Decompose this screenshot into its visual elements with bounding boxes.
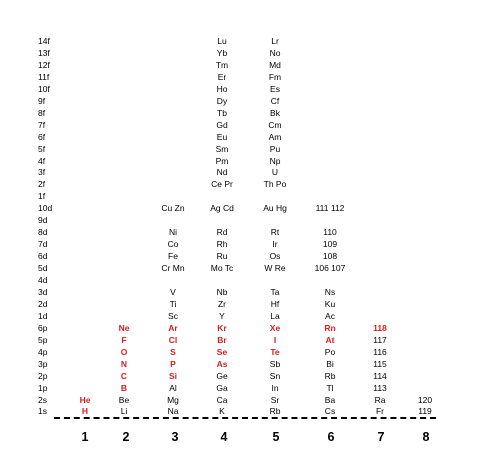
element-cell: In — [271, 382, 279, 393]
element-cell: Ho — [216, 83, 228, 94]
element-cell: Nd — [216, 167, 228, 178]
element-cell: Ac — [325, 310, 335, 321]
row-label: 4p — [38, 346, 48, 357]
element-cell: Li — [120, 406, 128, 417]
column-number: 6 — [327, 430, 335, 444]
row-label: 9f — [38, 95, 46, 106]
element-cell: H — [81, 406, 89, 417]
element-cell: N — [120, 358, 128, 369]
element-cell: Po — [324, 346, 336, 357]
element-cell: Sm — [215, 143, 229, 154]
row-label: 10f — [38, 83, 50, 94]
element-cell: K — [219, 406, 225, 417]
column-number: 3 — [171, 430, 179, 444]
element-cell: Fe — [168, 251, 178, 262]
row-label: 2p — [38, 370, 48, 381]
row-label: 1s — [38, 406, 47, 417]
element-cell: Ar — [168, 322, 178, 333]
element-cell: Rb — [324, 370, 336, 381]
row-label: 5p — [38, 334, 48, 345]
element-cell: Sr — [270, 394, 280, 405]
element-cell: F — [121, 334, 127, 345]
element-cell: As — [216, 358, 228, 369]
element-cell: Cm — [268, 119, 282, 130]
row-label: 1p — [38, 382, 48, 393]
element-cell: No — [269, 47, 281, 58]
element-cell: Cs — [324, 406, 336, 417]
row-label: 14f — [38, 36, 50, 46]
element-cell: Sn — [269, 370, 281, 381]
element-cell: O — [120, 346, 128, 357]
element-cell: Ce Pr — [211, 179, 233, 190]
element-cell: Co — [167, 239, 179, 250]
element-cell: W Re — [264, 263, 286, 274]
element-cell: Hf — [270, 298, 280, 309]
row-label: 4f — [38, 155, 46, 166]
element-cell: Th Po — [263, 179, 287, 190]
element-cell: Bk — [270, 107, 280, 118]
element-cell: Xe — [269, 322, 281, 333]
element-cell: Fr — [375, 406, 385, 417]
element-cell: Md — [269, 59, 281, 70]
element-cell: Eu — [216, 131, 228, 142]
element-cell: Sb — [269, 358, 281, 369]
row-label: 5d — [38, 263, 48, 274]
element-cell: Es — [270, 83, 280, 94]
row-label: 9d — [38, 215, 48, 226]
element-cell: 108 — [322, 251, 338, 262]
element-cell: Rd — [216, 227, 228, 238]
element-cell: Rh — [216, 239, 228, 250]
element-cell: Er — [217, 71, 227, 82]
element-cell: Ir — [272, 239, 278, 250]
row-label: 3p — [38, 358, 48, 369]
element-cell: Zr — [217, 298, 227, 309]
element-cell: Pm — [215, 155, 229, 166]
column-number: 5 — [272, 430, 280, 444]
element-cell: Os — [269, 251, 281, 262]
row-label: 8f — [38, 107, 46, 118]
element-cell: Se — [216, 346, 228, 357]
element-cell: 110 — [323, 227, 337, 238]
element-cell: B — [120, 382, 128, 393]
element-cell: Ag Cd — [210, 203, 234, 214]
element-cell: P — [170, 358, 176, 369]
element-cell: C — [120, 370, 128, 381]
row-label: 10d — [38, 203, 53, 214]
row-label: 3d — [38, 286, 48, 297]
element-cell: Tm — [215, 59, 229, 70]
dashed-baseline — [54, 417, 436, 419]
element-cell: Rn — [324, 322, 336, 333]
row-label: 6d — [38, 251, 48, 262]
column-number: 4 — [220, 430, 228, 444]
row-label: 1d — [38, 310, 48, 321]
column-number: 1 — [81, 430, 89, 444]
row-label: 8d — [38, 227, 48, 238]
element-cell: V — [170, 286, 176, 297]
element-cell: 116 — [373, 346, 387, 357]
element-cell: 113 — [373, 382, 387, 393]
element-cell: Np — [269, 155, 281, 166]
element-cell: Ni — [168, 227, 178, 238]
element-cell: I — [273, 334, 277, 345]
row-label: 7d — [38, 239, 48, 250]
element-cell: Al — [169, 382, 177, 393]
element-cell: 111 112 — [315, 203, 345, 214]
element-cell: Ra — [374, 394, 386, 405]
element-cell: Mo Tc — [210, 263, 234, 274]
row-label: 11f — [38, 71, 50, 82]
element-cell: He — [79, 394, 91, 405]
element-cell: Fm — [268, 71, 282, 82]
row-label: 4d — [38, 275, 48, 285]
element-cell: Au Hg — [263, 203, 287, 214]
row-label: 12f — [38, 59, 50, 70]
element-cell: 120 — [417, 394, 433, 405]
row-label: 7f — [38, 119, 46, 130]
element-cell: Cu Zn — [161, 203, 185, 214]
element-cell: Be — [118, 394, 130, 405]
element-cell: Te — [270, 346, 280, 357]
row-label: 2d — [38, 298, 48, 309]
element-cell: Lu — [217, 36, 227, 46]
element-cell: 118 — [373, 322, 387, 333]
element-cell: S — [170, 346, 176, 357]
element-cell: 114 — [373, 370, 387, 381]
element-cell: Ta — [270, 286, 280, 297]
row-label: 6f — [38, 131, 46, 142]
element-cell: Cl — [168, 334, 178, 345]
element-cell: Cf — [270, 95, 280, 106]
element-cell: Si — [168, 370, 178, 381]
element-cell: 109 — [322, 239, 338, 250]
row-label: 5f — [38, 143, 46, 154]
element-cell: Yb — [216, 47, 228, 58]
column-number: 7 — [377, 430, 385, 444]
row-label: 2f — [38, 179, 46, 190]
row-label: 1f — [38, 191, 46, 202]
element-cell: Kr — [217, 322, 227, 333]
element-cell: Dy — [216, 95, 228, 106]
column-number: 8 — [422, 430, 430, 444]
element-cell: 115 — [373, 358, 387, 369]
element-cell: Pu — [269, 143, 281, 154]
element-cell: Ca — [216, 394, 228, 405]
element-cell: Cr Mn — [161, 263, 185, 274]
row-label: 2s — [38, 394, 47, 405]
element-cell: Br — [217, 334, 227, 345]
row-label: 6p — [38, 322, 48, 333]
element-cell: Na — [167, 406, 179, 417]
element-cell: 106 107 — [314, 263, 346, 274]
element-cell: Y — [219, 310, 225, 321]
element-cell: Rb — [269, 406, 281, 417]
element-cell: Tb — [217, 107, 227, 118]
element-cell: Tl — [326, 382, 334, 393]
element-cell: Ru — [216, 251, 228, 262]
element-cell: Ku — [324, 298, 336, 309]
element-cell: Ba — [324, 394, 336, 405]
element-cell: Ga — [216, 382, 228, 393]
element-cell: Mg — [167, 394, 179, 405]
row-label: 3f — [38, 167, 46, 178]
element-cell: Sc — [168, 310, 178, 321]
element-cell: Ti — [169, 298, 177, 309]
element-cell: 117 — [373, 334, 387, 345]
element-cell: Gd — [216, 119, 228, 130]
element-cell: At — [325, 334, 335, 345]
element-cell: Ge — [216, 370, 228, 381]
column-number: 2 — [122, 430, 130, 444]
element-cell: Nb — [216, 286, 228, 297]
element-cell: Lr — [271, 36, 279, 46]
element-cell: Ne — [118, 322, 130, 333]
element-cell: Ns — [324, 286, 336, 297]
element-cell: Rt — [270, 227, 280, 238]
row-label: 13f — [38, 47, 50, 58]
element-cell: Bi — [326, 358, 334, 369]
element-cell: 119 — [418, 406, 432, 417]
element-cell: U — [271, 167, 279, 178]
element-cell: Am — [268, 131, 282, 142]
element-cell: La — [270, 310, 280, 321]
